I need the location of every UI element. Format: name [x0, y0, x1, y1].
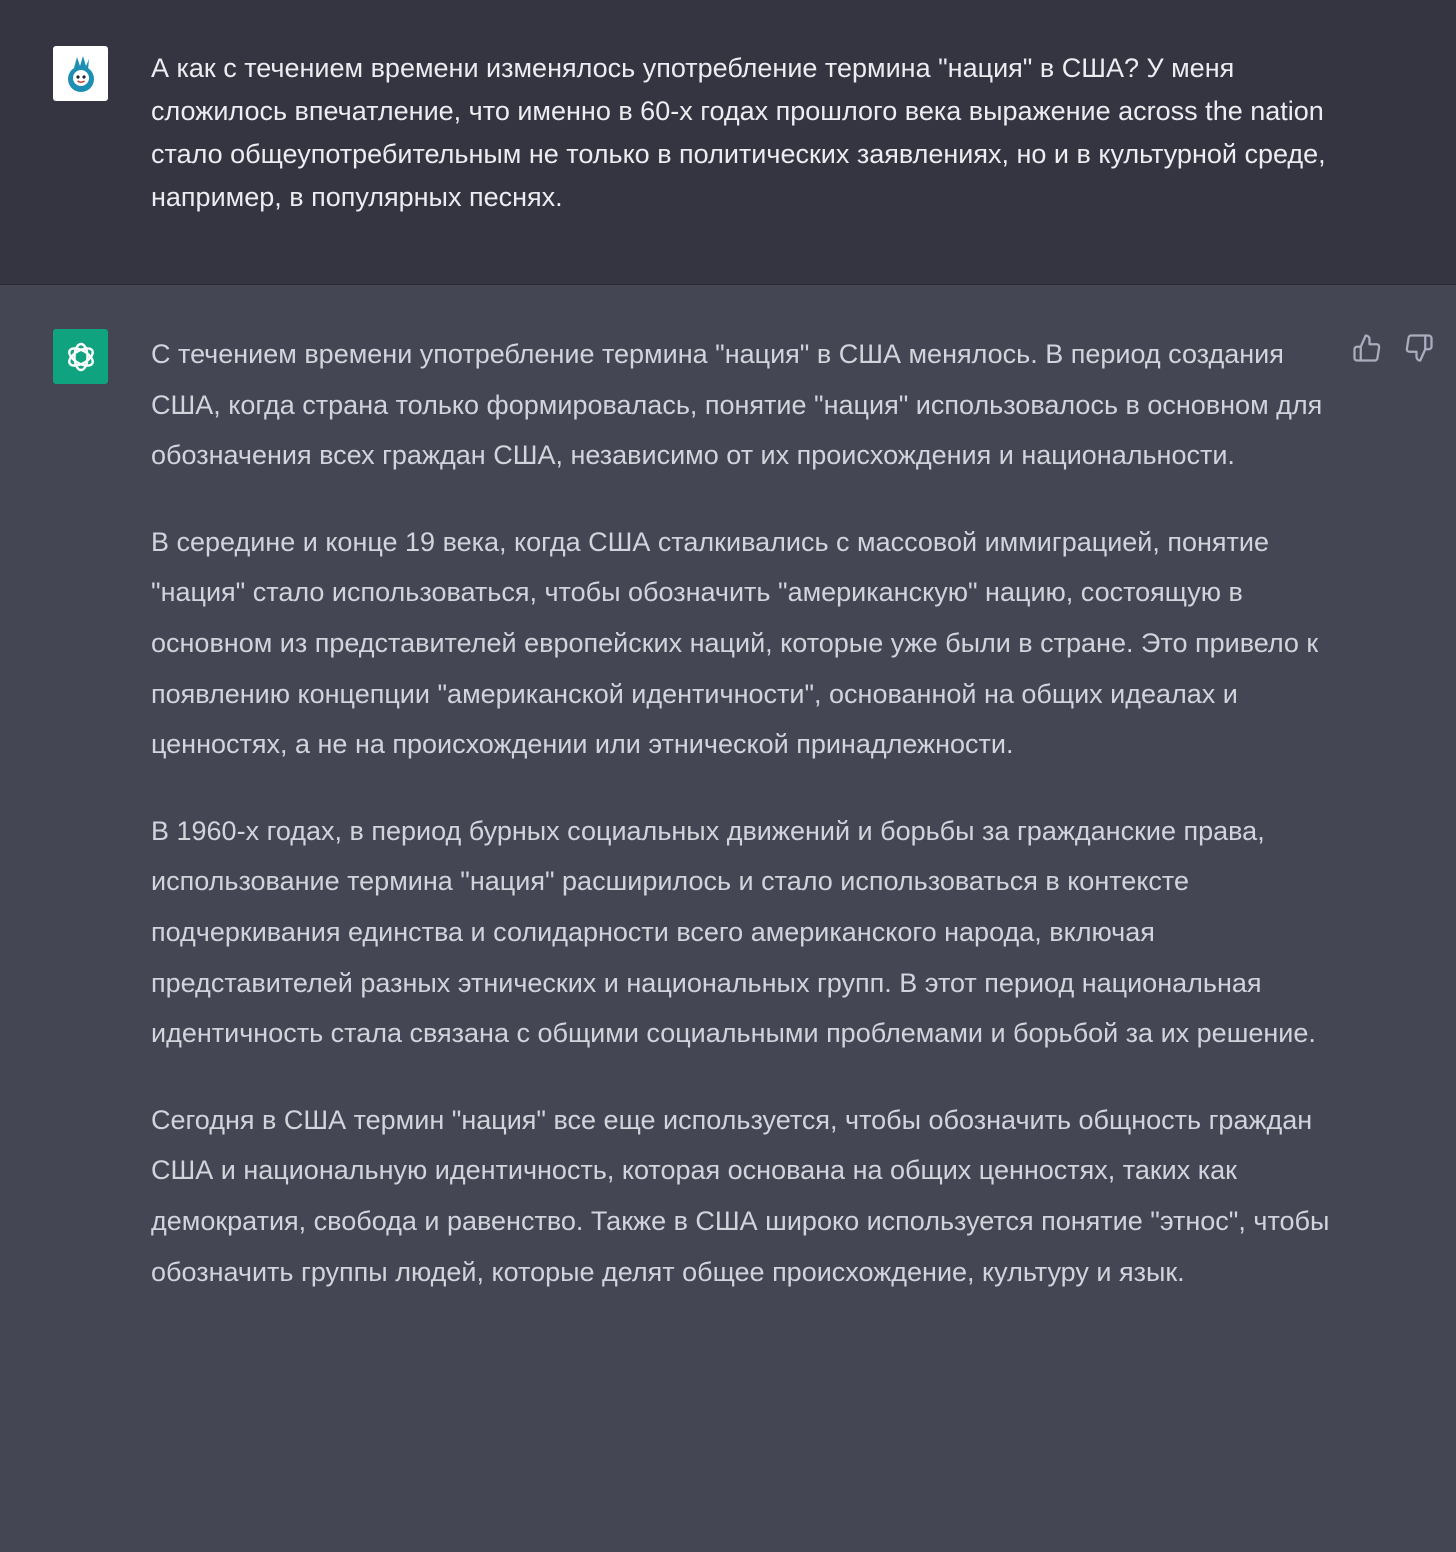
answer-paragraph: Сегодня в США термин "нация" все еще используется, чтобы обозначить общность граждан США и национальную идентичность, которая основана на общих ценностях, таких как демократия, свобода и равенство. Также в США широко используется понятие "этнос", чтобы обозначить группы людей, которые делят общее происхождение, культуру и язык. — [151, 1104, 1330, 1287]
assistant-avatar — [53, 329, 108, 384]
answer-paragraph: В 1960-х годах, в период бурных социальных движений и борьбы за гражданские права, использование термина "нация" расширилось и стало использоваться в контексте подчеркивания единства и солидарности всего американского народа, включая представителей разных этнических и национальных групп. В этот период национальная идентичность стала связана с общими социальными проблемами и борьбой за их решение. — [151, 815, 1316, 1049]
thumbs-down-icon — [1404, 333, 1434, 363]
answer-paragraph: С течением времени употребление термина "нация" в США менялось. В период создания США, когда страна только формировалась, понятие "нация" использовалось в основном для обозначения всех граждан США, независимо от их происхождения и национальности. — [151, 339, 1323, 471]
thumbs-down-button[interactable] — [1404, 333, 1434, 363]
user-avatar-icon — [59, 52, 103, 96]
user-avatar — [53, 46, 108, 101]
user-message-text: А как с течением времени изменялось употребление термина "нация" в США? У меня сложилось впечатление, что именно в 60-х годах прошлого века выражение across the nation стало общеупотребительным не только в политических заявлениях, но и в культурной среде, например, в популярных песнях. — [151, 53, 1326, 212]
answer-paragraph: В середине и конце 19 века, когда США сталкивались с массовой иммиграцией, понятие "нация" стало использоваться, чтобы обозначить "американскую" нацию, состоящую в основном из представителей европейских наций, которые уже были в стране. Это привело к появлению концепции "американской идентичности", основанной на общих идеалах и ценностях, а не на происхождении или этнической принадлежности. — [151, 526, 1319, 760]
assistant-message-text — [151, 329, 1346, 1333]
thumbs-up-button[interactable] — [1352, 333, 1382, 363]
feedback-buttons — [1352, 333, 1434, 363]
openai-logo-icon — [62, 338, 100, 376]
thumbs-up-icon — [1352, 333, 1382, 363]
assistant-message-block — [0, 285, 1456, 1552]
user-message-block — [0, 0, 1456, 285]
